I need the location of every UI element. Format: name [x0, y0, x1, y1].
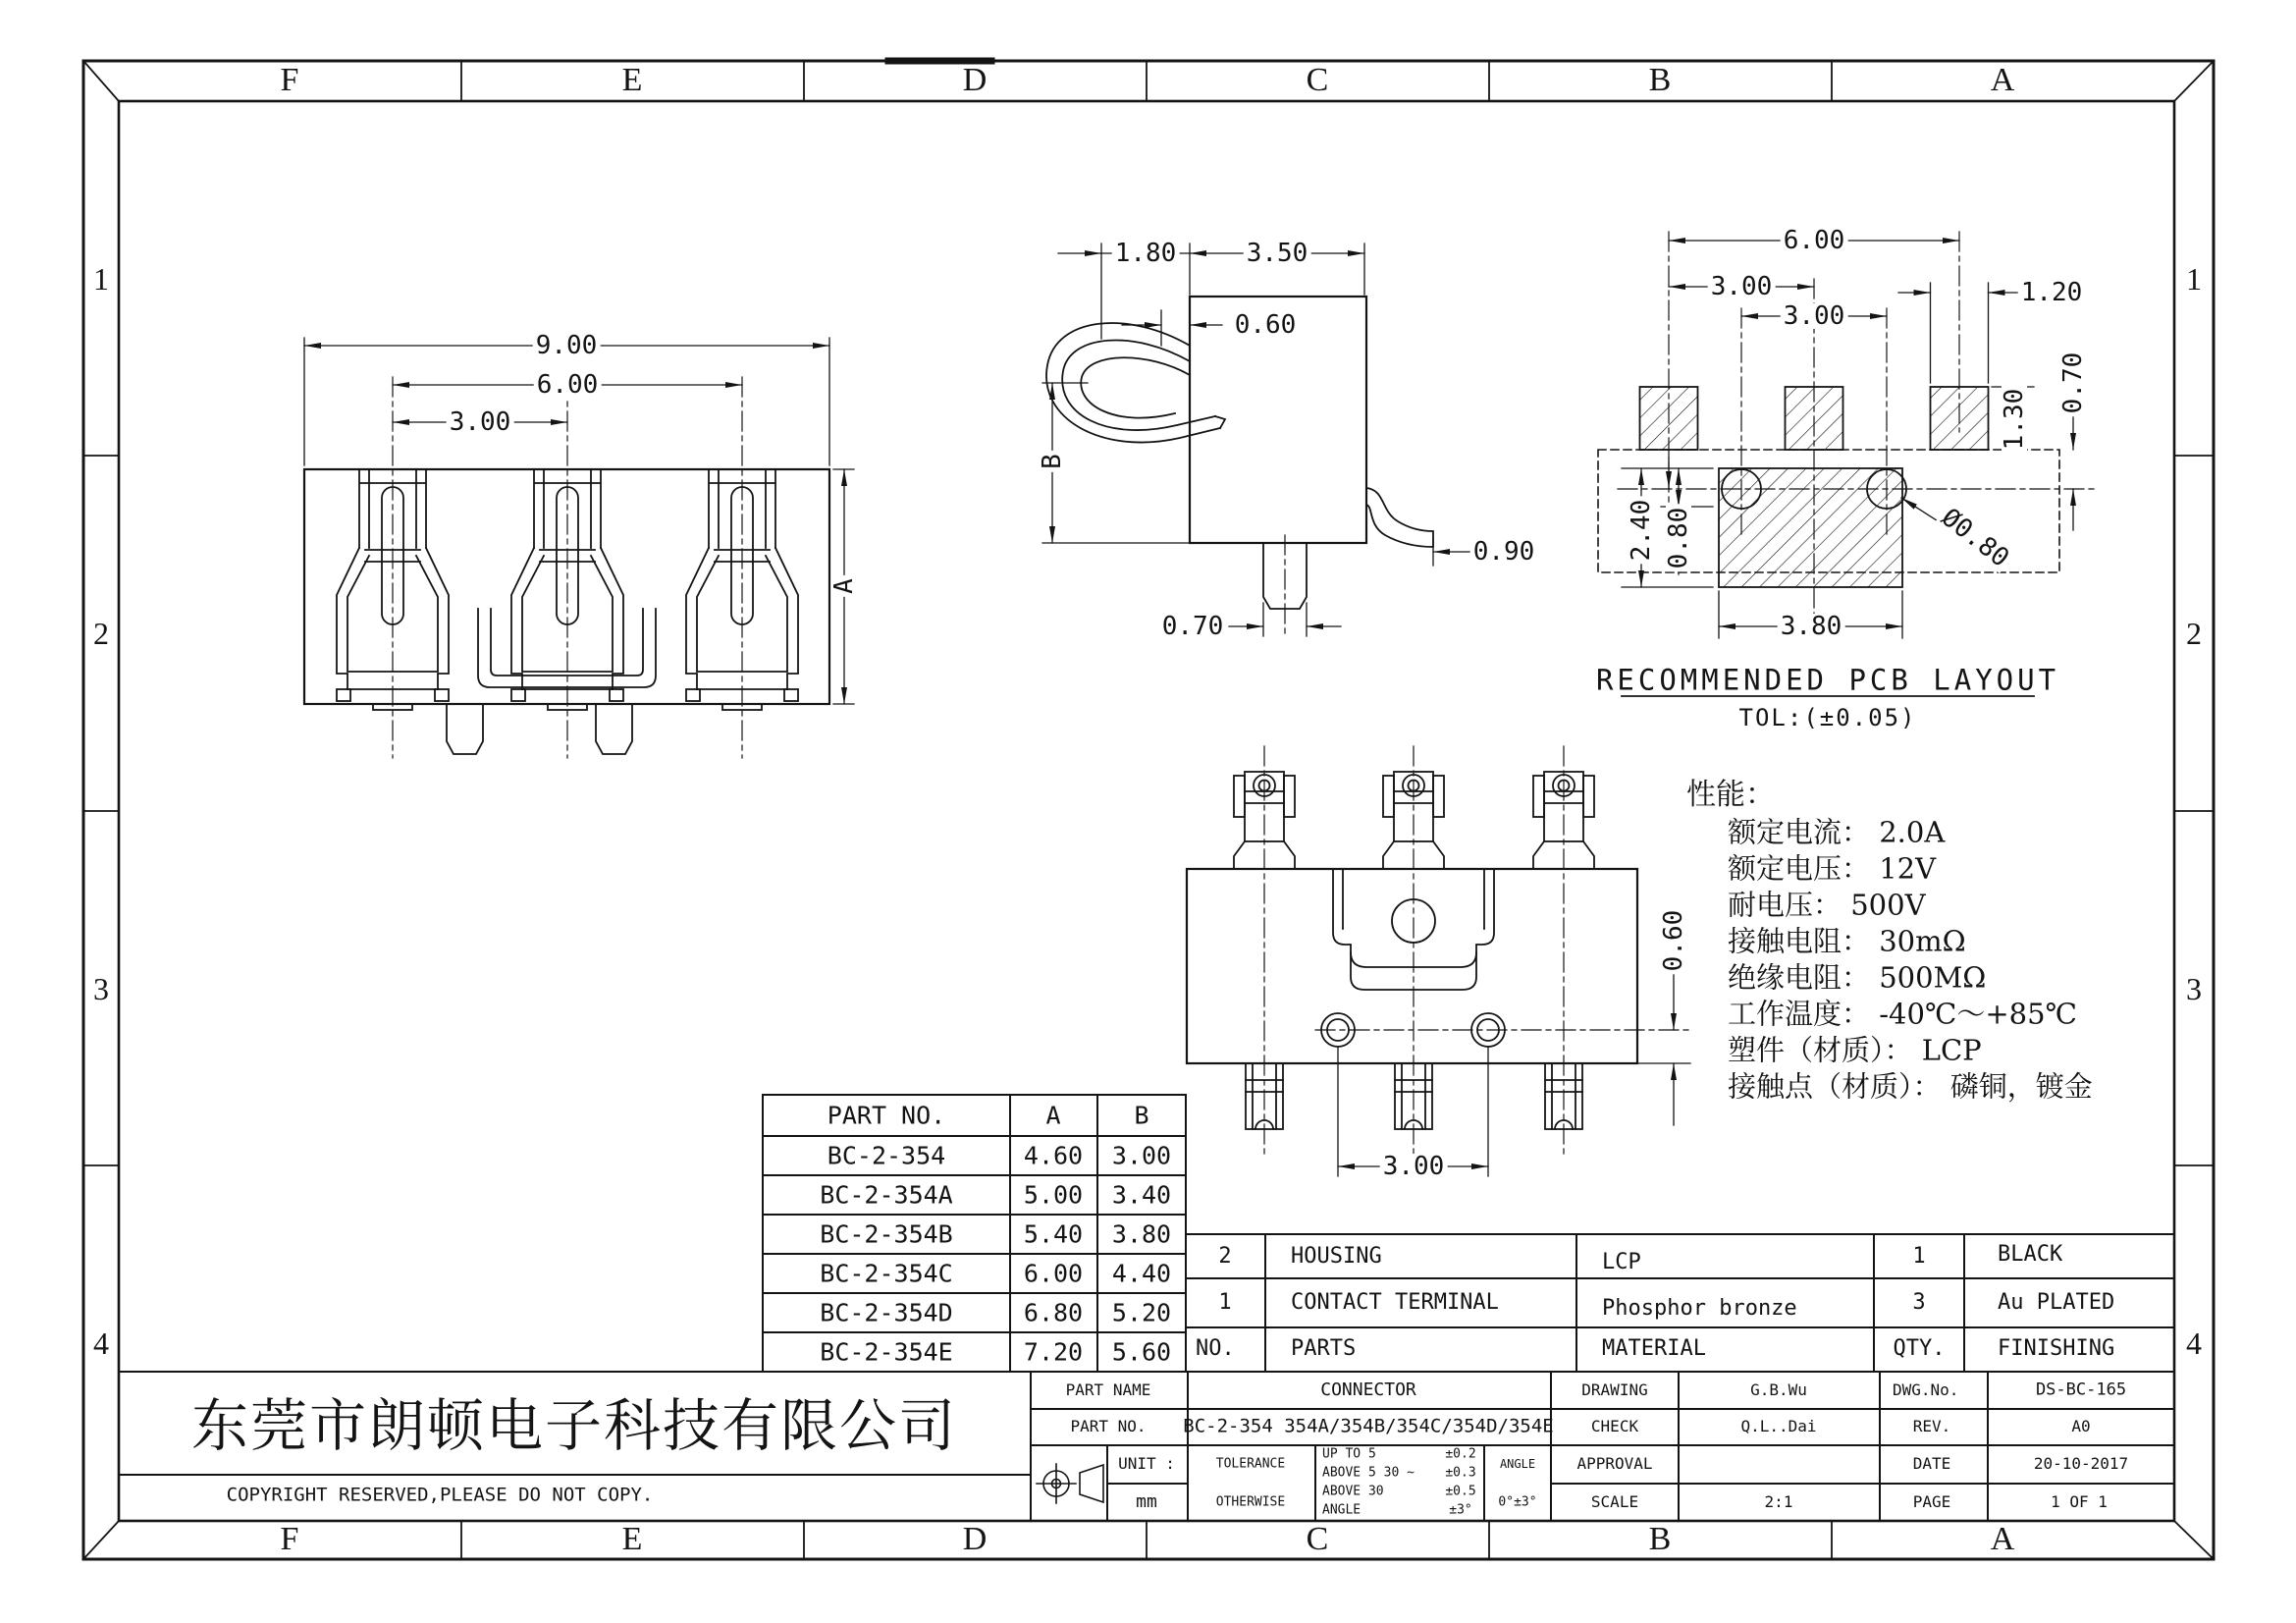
side-view [1042, 243, 1470, 638]
spec-item: 接触点（材质）： 磷铜，镀金 [1728, 1069, 2093, 1104]
front-dim-width: 9.00 [533, 333, 601, 358]
parts-cell: BC-2-354A [820, 1180, 953, 1210]
zone-col-label: C [1306, 62, 1329, 98]
parts-cell: 5.00 [1023, 1180, 1084, 1210]
otherwise-label: OTHERWISE [1215, 1494, 1286, 1510]
spec-title: 性能： [1686, 778, 1775, 812]
spec-item: 绝缘电阻： 500MΩ [1728, 960, 1987, 995]
side-dim-18: 1.80 [1112, 241, 1180, 266]
parts-cell: 4.40 [1111, 1259, 1172, 1288]
parts-cell: 3.80 [1111, 1219, 1172, 1249]
side-dim-09: 0.90 [1470, 539, 1538, 565]
front-view [304, 338, 854, 758]
spec-item: 额定电流： 2.0A [1728, 815, 1946, 849]
zone-row-label: 2 [2186, 616, 2202, 651]
zone-col-label: D [962, 1521, 988, 1557]
pcb-dim-07: 0.70 [2060, 350, 2086, 417]
parts-cell: BC-2-354B [820, 1219, 953, 1249]
page-label: PAGE [1912, 1492, 1951, 1511]
angle-value: 0°±3° [1498, 1494, 1537, 1510]
approval-label: APPROVAL [1576, 1454, 1653, 1473]
projection-symbol [1037, 1464, 1103, 1503]
sheet-border [83, 61, 2214, 1559]
bom-col-header: FINISHING [1998, 1336, 2115, 1361]
tol-row-label: ANGLE [1322, 1502, 1362, 1518]
pcb-dim-3a: 3.00 [1708, 274, 1776, 299]
parts-cell: BC-2-354 [827, 1141, 946, 1170]
front-dim-height-A: A [831, 575, 857, 597]
plan-dim-06: 0.60 [1661, 907, 1686, 975]
parts-cell: 7.20 [1023, 1337, 1084, 1367]
rev-value: A0 [2071, 1417, 2091, 1435]
zone-col-label: A [1990, 1521, 2015, 1557]
zone-col-label: C [1306, 1521, 1329, 1557]
tol-row-label: ABOVE 5 30 ~ [1322, 1465, 1415, 1481]
parts-cell: 5.20 [1111, 1298, 1172, 1327]
bom-col-header: NO. [1196, 1336, 1235, 1361]
parts-cell: 6.80 [1023, 1298, 1084, 1327]
page-value: 1 OF 1 [2051, 1492, 2108, 1511]
company-name: 东莞市朗顿电子科技有限公司 [190, 1392, 958, 1459]
pcb-layout-tolerance: TOL:(±0.05) [1738, 704, 1917, 731]
tol-row-label: ABOVE 30 [1322, 1484, 1384, 1499]
bom-cell: 1 [1218, 1290, 1232, 1315]
parts-cell: 4.60 [1023, 1141, 1084, 1170]
parts-cell: 5.60 [1111, 1337, 1172, 1367]
zone-col-label: E [621, 1521, 643, 1557]
angle-label: ANGLE [1499, 1457, 1536, 1471]
tol-row-value: ±0.2 [1445, 1446, 1476, 1462]
scale-label: SCALE [1590, 1492, 1639, 1511]
side-dim-07: 0.70 [1159, 614, 1227, 639]
bom-cell: LCP [1602, 1250, 1641, 1274]
check-label: CHECK [1590, 1417, 1639, 1435]
zone-col-label: B [1648, 1521, 1672, 1557]
bom-cell: Au PLATED [1998, 1290, 2115, 1315]
bom-cell: 2 [1218, 1244, 1232, 1269]
parts-cell: BC-2-354D [820, 1298, 953, 1327]
plan-dim-3: 3.00 [1380, 1154, 1448, 1179]
bom-cell: 3 [1912, 1290, 1926, 1315]
parts-cell: 5.40 [1023, 1219, 1084, 1249]
tol-row-value: ±0.3 [1445, 1465, 1476, 1481]
rev-label: REV. [1912, 1417, 1951, 1435]
drawing-label: DRAWING [1581, 1380, 1648, 1399]
parts-cell: 3.00 [1111, 1141, 1172, 1170]
tol-row-value: ±0.5 [1445, 1484, 1476, 1499]
front-dim-pitch: 3.00 [447, 409, 514, 435]
zone-col-label: D [962, 62, 988, 98]
parts-col-header: B [1134, 1101, 1149, 1130]
pcb-dim-38: 3.80 [1778, 614, 1845, 639]
bom-col-header: QTY. [1893, 1336, 1946, 1361]
parts-cell: BC-2-354E [820, 1337, 953, 1367]
scale-value: 2:1 [1764, 1492, 1793, 1511]
tol-row-value: ±3° [1449, 1502, 1472, 1518]
spec-item: 耐电压： 500V [1728, 888, 1926, 922]
bom-cell: BLACK [1998, 1242, 2063, 1267]
parts-col-header: PART NO. [827, 1101, 946, 1130]
part-name-value: CONNECTOR [1320, 1380, 1416, 1400]
pcb-dim-13: 1.30 [2002, 386, 2027, 454]
part-no-value: BC-2-354 354A/354B/354C/354D/354E [1183, 1415, 1554, 1437]
parts-cell: BC-2-354C [820, 1259, 953, 1288]
spec-item: 接触电阻： 30mΩ [1728, 924, 1966, 958]
zone-col-label: E [621, 62, 643, 98]
pcb-layout-title: RECOMMENDED PCB LAYOUT [1595, 663, 2060, 697]
zone-col-label: B [1648, 62, 1672, 98]
zone-row-label: 2 [93, 616, 109, 651]
front-dim-pitch-total: 6.00 [534, 372, 602, 398]
side-dim-35: 3.50 [1244, 241, 1311, 266]
dwg-no-label: DWG.No. [1893, 1380, 1959, 1399]
bom-col-header: MATERIAL [1602, 1336, 1706, 1361]
pcb-dim-24: 2.40 [1629, 497, 1654, 565]
date-label: DATE [1912, 1454, 1951, 1473]
part-no-label: PART NO. [1070, 1417, 1147, 1435]
parts-cell: 6.00 [1023, 1259, 1084, 1288]
pcb-dim-12: 1.20 [2018, 280, 2086, 305]
zone-row-label: 3 [93, 971, 109, 1006]
check-value: Q.L..Dai [1740, 1417, 1817, 1435]
zone-col-label: A [1990, 62, 2015, 98]
side-dim-height-B: B [1040, 451, 1065, 472]
pcb-dim-hole-dia: Ø0.80 [1935, 503, 2015, 573]
unit-label: UNIT : [1118, 1454, 1175, 1473]
spec-item: 额定电压： 12V [1728, 851, 1937, 886]
part-name-label: PART NAME [1065, 1380, 1151, 1399]
plan-view [1187, 746, 1692, 1176]
bom-cell: 1 [1912, 1244, 1926, 1269]
bom-cell: HOUSING [1291, 1244, 1382, 1269]
zone-row-label: 4 [93, 1325, 109, 1361]
spec-item: 塑件（材质）： LCP [1728, 1033, 1982, 1067]
bom-col-header: PARTS [1291, 1336, 1357, 1361]
zone-row-label: 1 [93, 261, 109, 297]
unit-value: mm [1136, 1491, 1157, 1512]
side-dim-06: 0.60 [1232, 312, 1300, 338]
bom-cell: CONTACT TERMINAL [1291, 1290, 1499, 1315]
pcb-dim-3b: 3.00 [1781, 303, 1848, 329]
date-value: 20-10-2017 [2033, 1454, 2129, 1473]
bom-cell: Phosphor bronze [1602, 1296, 1797, 1321]
tol-row-label: UP TO 5 [1322, 1446, 1376, 1462]
zone-col-label: F [280, 62, 299, 98]
spec-item: 工作温度： -40℃～+85℃ [1728, 997, 2078, 1031]
zone-row-label: 1 [2186, 261, 2202, 297]
zone-col-label: F [280, 1521, 299, 1557]
dwg-no-value: DS-BC-165 [2035, 1380, 2127, 1400]
pcb-dim-6: 6.00 [1781, 228, 1848, 253]
parts-cell: 3.40 [1111, 1180, 1172, 1210]
parts-col-header: A [1045, 1101, 1061, 1130]
copyright-notice: COPYRIGHT RESERVED,PLEASE DO NOT COPY. [226, 1484, 654, 1506]
drawing-value: G.B.Wu [1750, 1380, 1807, 1399]
zone-row-label: 3 [2186, 971, 2202, 1006]
tolerance-label: TOLERANCE [1215, 1456, 1286, 1472]
pcb-dim-08: 0.80 [1666, 505, 1691, 572]
zone-row-label: 4 [2186, 1325, 2202, 1361]
